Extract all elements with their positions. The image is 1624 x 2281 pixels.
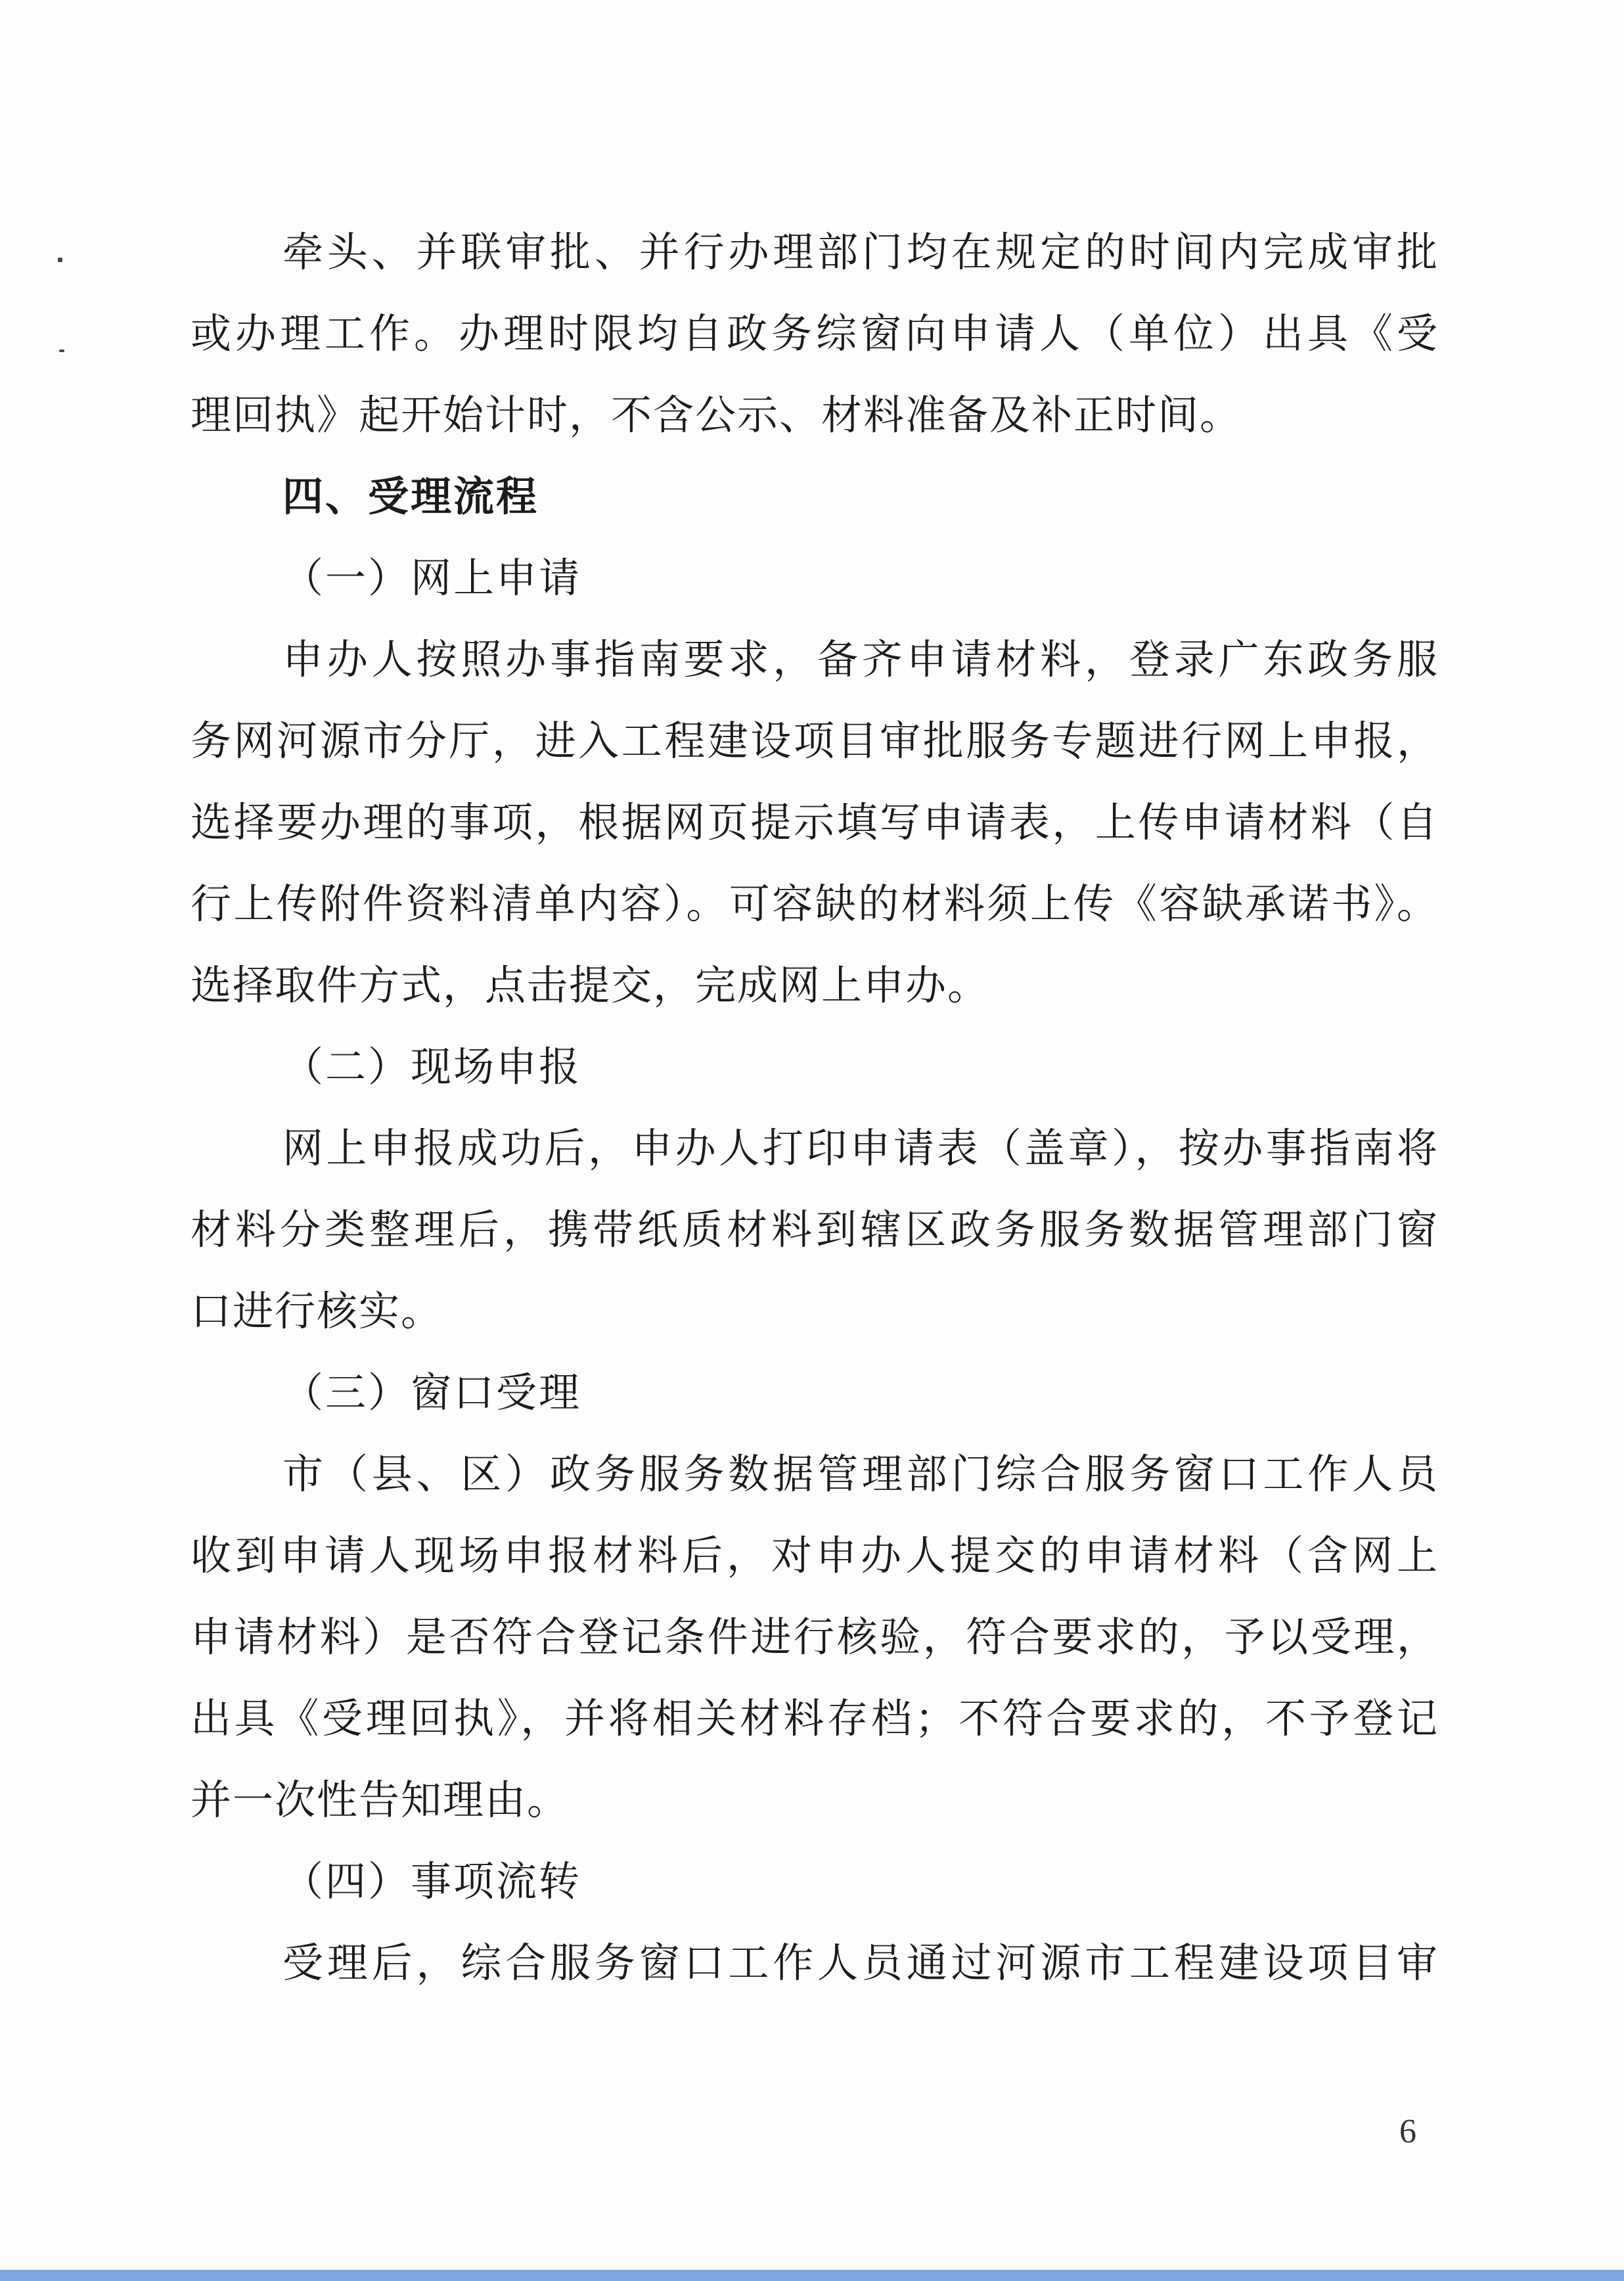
paragraph-line: 市（县、区）政务服务数据管理部门综合服务窗口工作人员 xyxy=(282,1450,1439,1498)
paragraph-line: 申请材料）是否符合登记条件进行核验，符合要求的，予以受理， xyxy=(191,1613,1439,1661)
scan-speck xyxy=(58,258,62,262)
scan-edge-stripe xyxy=(0,2270,1624,2281)
subsection-heading: （二）现场申报 xyxy=(282,1043,582,1091)
page-number: 6 xyxy=(1399,2113,1416,2150)
paragraph-line: 选择取件方式，点击提交，完成网上申办。 xyxy=(191,961,990,1009)
section-heading: 四、受理流程 xyxy=(282,472,539,520)
paragraph-line: 受理后，综合服务窗口工作人员通过河源市工程建设项目审 xyxy=(282,1939,1439,1987)
paragraph-line: 出具《受理回执》，并将相关材料存档；不符合要求的，不予登记 xyxy=(191,1694,1439,1742)
paragraph-line: 务网河源市分厅，进入工程建设项目审批服务专题进行网上申报， xyxy=(191,717,1439,765)
subsection-heading: （三）窗口受理 xyxy=(282,1368,582,1416)
paragraph-line: 行上传附件资料清单内容）。可容缺的材料须上传《容缺承诺书》。 xyxy=(191,880,1439,928)
scan-speck xyxy=(59,350,64,352)
paragraph-line: 材料分类整理后，携带纸质材料到辖区政务服务数据管理部门窗 xyxy=(191,1206,1439,1253)
paragraph-line: 或办理工作。办理时限均自政务综窗向申请人（单位）出具《受 xyxy=(191,309,1439,357)
paragraph-line: 口进行核实。 xyxy=(191,1287,443,1335)
paragraph-line: 牵头、并联审批、并行办理部门均在规定的时间内完成审批 xyxy=(282,228,1439,276)
paragraph-line: 网上申报成功后，申办人打印申请表（盖章），按办事指南将 xyxy=(282,1124,1439,1172)
paragraph-line: 选择要办理的事项，根据网页提示填写申请表，上传申请材料（自 xyxy=(191,798,1439,846)
paragraph-line: 并一次性告知理由。 xyxy=(191,1776,570,1824)
paragraph-line: 理回执》起开始计时，不含公示、材料准备及补正时间。 xyxy=(191,391,1242,439)
paragraph-line: 收到申请人现场申报材料后，对申办人提交的申请材料（含网上 xyxy=(191,1531,1439,1579)
subsection-heading: （四）事项流转 xyxy=(282,1857,582,1905)
paragraph-line: 申办人按照办事指南要求，备齐申请材料，登录广东政务服 xyxy=(282,635,1439,683)
subsection-heading: （一）网上申请 xyxy=(282,554,582,602)
